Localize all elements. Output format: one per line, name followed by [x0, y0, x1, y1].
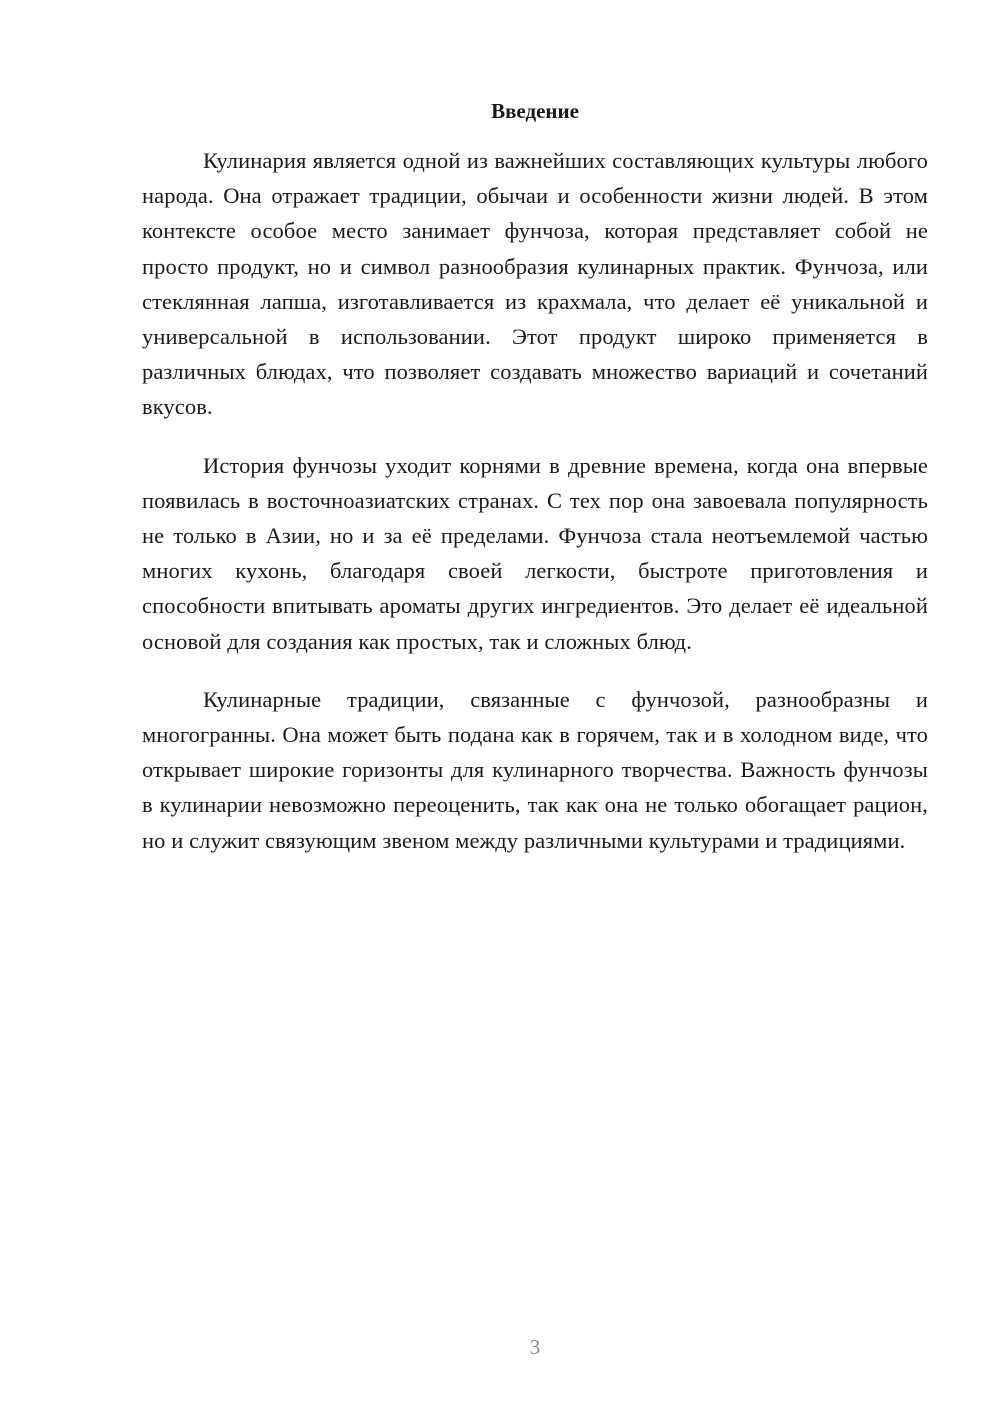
- paragraph-1: Кулинария является одной из важнейших составляющих культуры любого народа. Она отражает традиции, обычаи и особенности жизни людей. В этом контексте особое место занимает фунчоза, которая представляет собой не просто продукт, но и символ разнообразия кулинарных практик. Фунчоза, или стеклянная лапша, изготавливается из крахмала, что делает её уникальной и универсальной в использовании. Этот продукт широко применяется в различных блюдах, что позволяет создавать множество вариаций и сочетаний вкусов.: [142, 148, 928, 420]
- page-number: 3: [529, 1335, 541, 1359]
- paragraph-3: Кулинарные традиции, связанные с фунчозой, разнообразны и многогранны. Она может быть подана как в горячем, так и в холодном виде, что открывает широкие горизонты для кулинарного творчества. Важность фунчозы в кулинарии невозможно переоценить, так как она не только обогащает рацион, но и служит связующим звеном между различными культурами и традициями.: [142, 686, 928, 853]
- body-text: [142, 143, 928, 881]
- section-title: Введение: [491, 99, 579, 123]
- paragraph-2: История фунчозы уходит корнями в древние времена, когда она впервые появилась в восточноазиатских странах. С тех пор она завоевала популярность не только в Азии, но и за её пределами. Фунчоза стала неотъемлемой частью многих кухонь, благодаря своей легкости, быстроте приготовления и способности впитывать ароматы других ингредиентов. Это делает её идеальной основой для создания как простых, так и сложных блюд.: [142, 452, 928, 654]
